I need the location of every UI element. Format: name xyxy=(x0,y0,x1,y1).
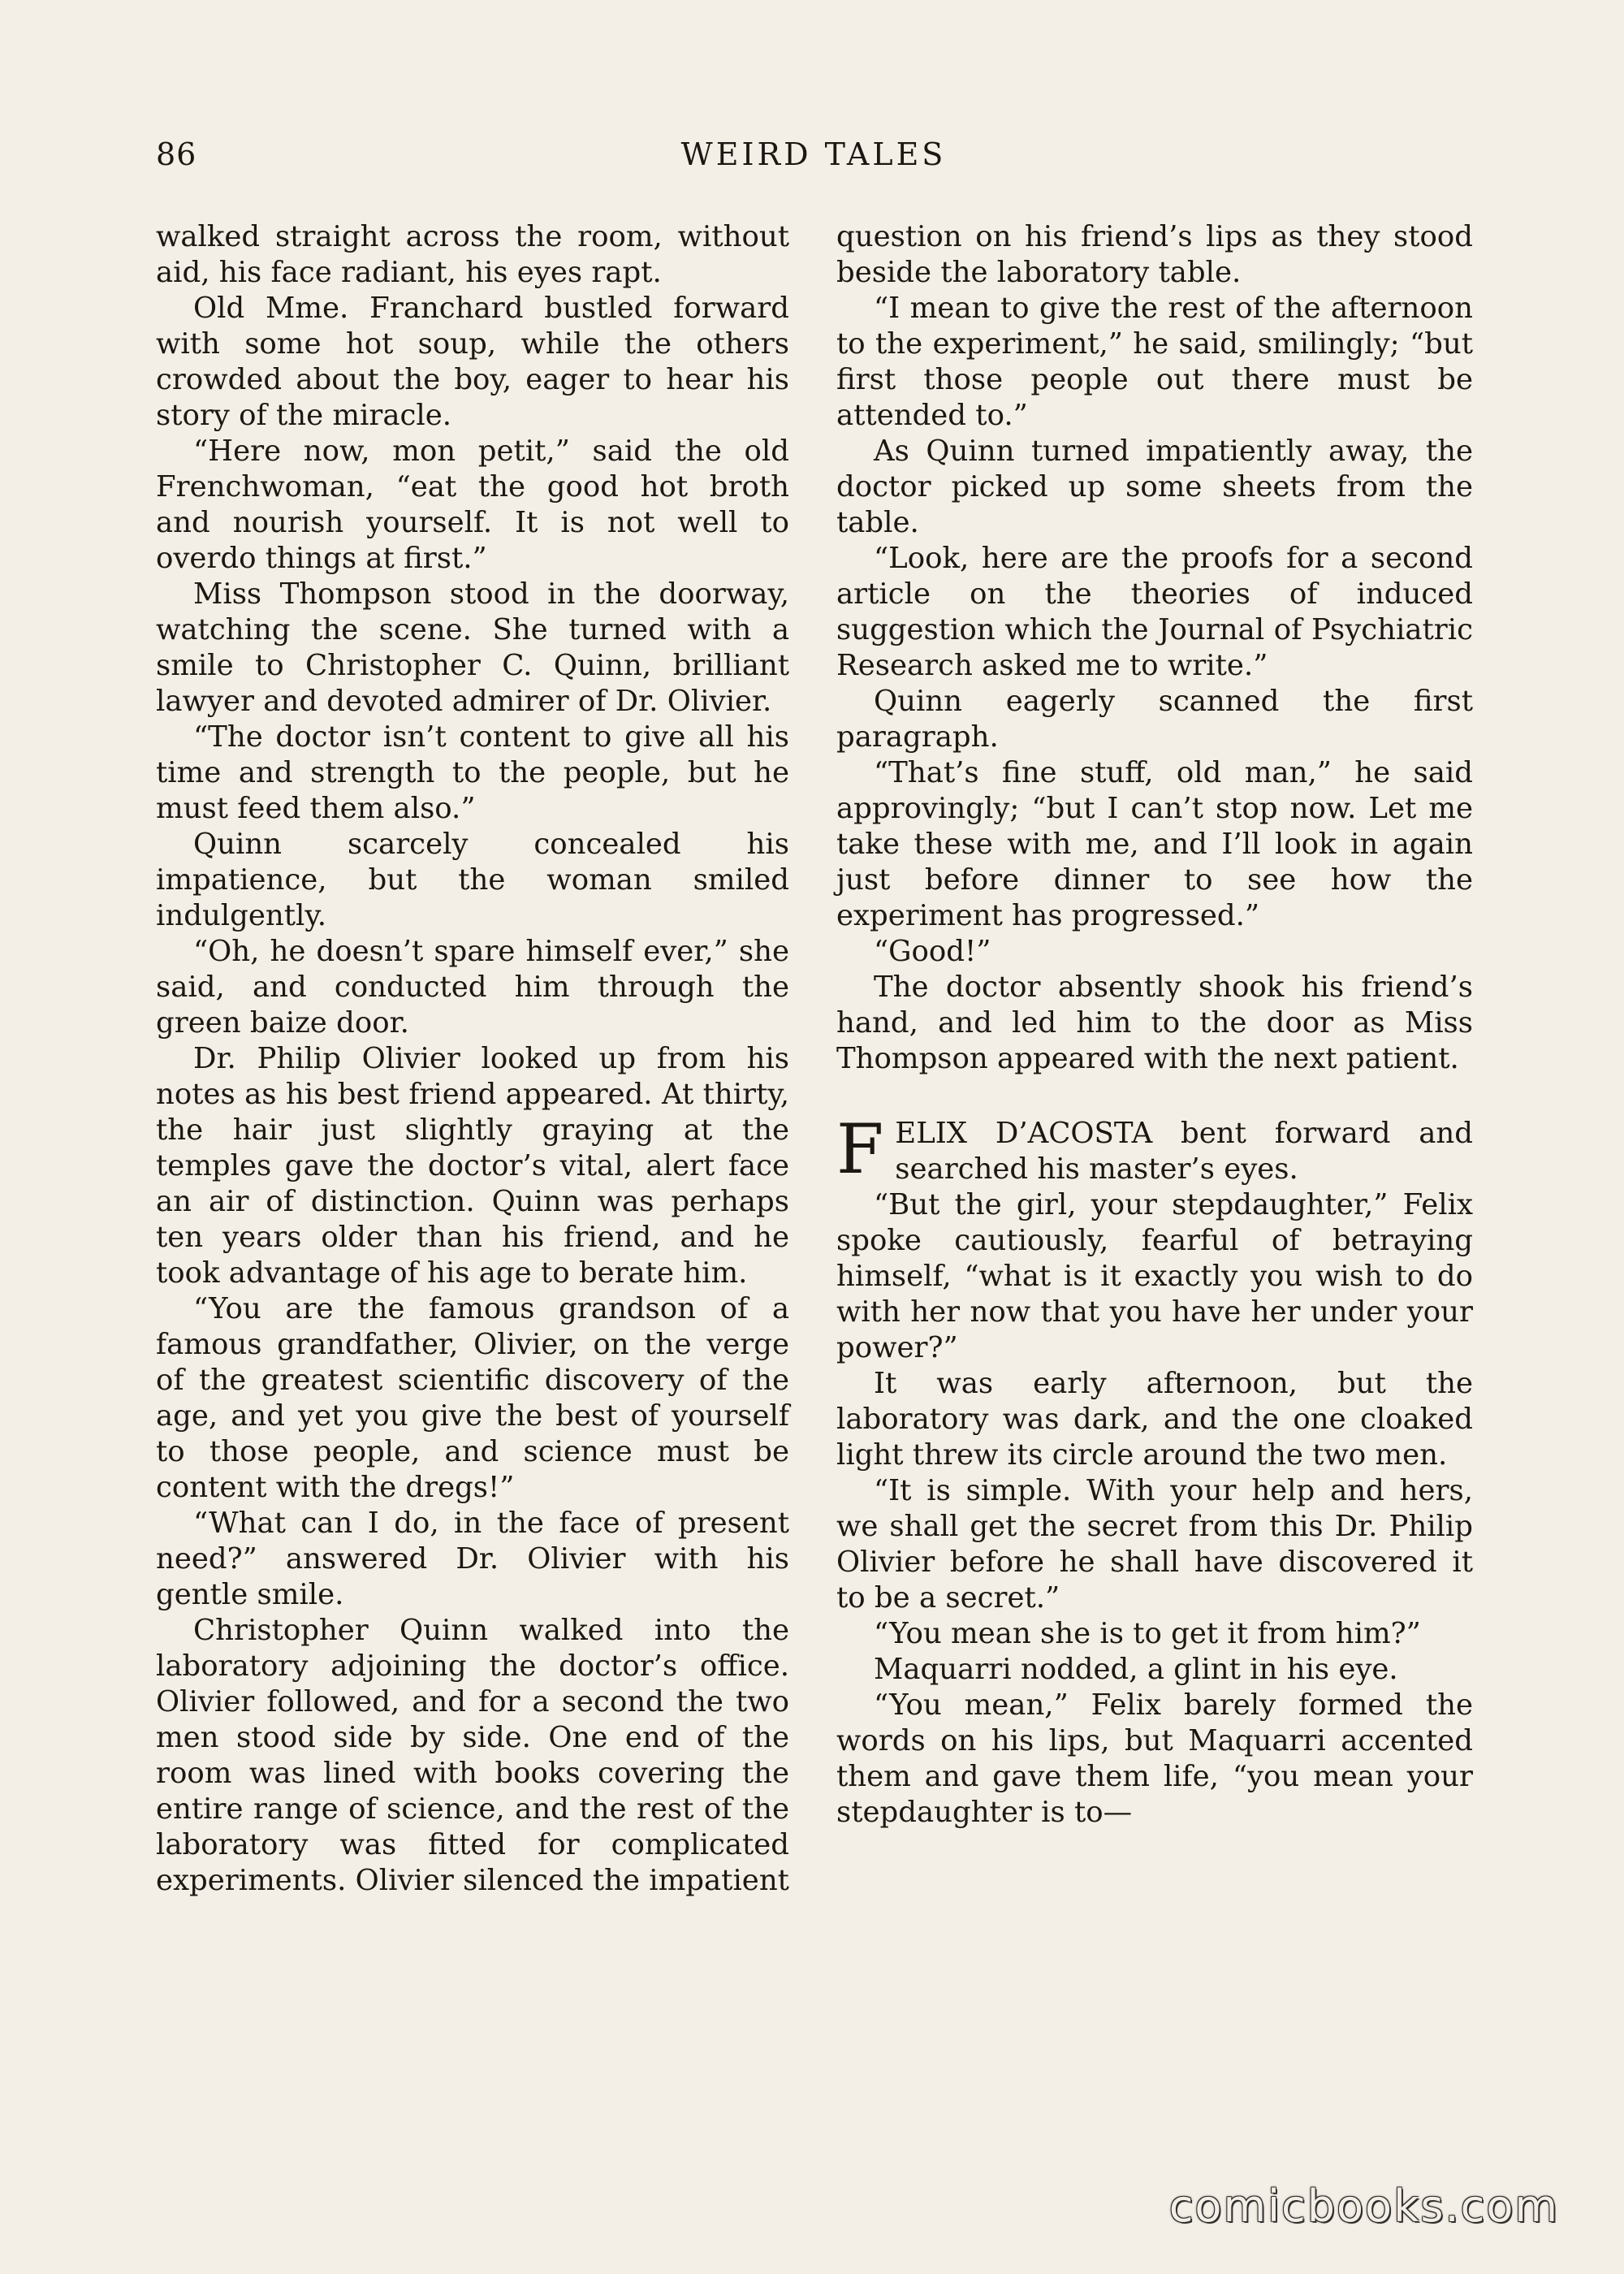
paragraph: Christopher Quinn walked into the laboratory adjoining the doctor’s office. Olivier followed, and for a second the two men stood side by side. One end of the room was lined with books covering the entire range of science, and the rest of the laboratory was fitted for complicated experiments. Olivier silenced the impatient xyxy=(156,1614,789,1897)
section-opening-text: ELIX D’ACOSTA bent forward and searched his master’s eyes. xyxy=(895,1117,1473,1186)
paragraph: “You mean,” Felix barely formed the words on his lips, but Maquarri accented them and gave them life, “you mean your stepdaughter is to— xyxy=(836,1688,1473,1829)
page-number: 86 xyxy=(156,136,197,172)
paragraph: Quinn scarcely concealed his impatience, but the woman smiled indulgently. xyxy=(156,828,789,932)
paragraph: Quinn eagerly scanned the first paragraph. xyxy=(836,685,1473,754)
paragraph: “I mean to give the rest of the afternoon to the experiment,” he said, smilingly; “but first those people out there must be attended to.” xyxy=(836,292,1473,432)
paragraph: walked straight across the room, without aid, his face radiant, his eyes rapt. xyxy=(156,220,789,289)
right-column xyxy=(836,219,1473,1831)
paragraph: “The doctor isn’t content to give all his time and strength to the people, but he must feed them also.” xyxy=(156,720,789,825)
paragraph: “Look, here are the proofs for a second article on the theories of induced suggestion which the Journal of Psychiatric Research asked me to write.” xyxy=(836,542,1473,682)
paragraph: Old Mme. Franchard bustled forward with some hot soup, while the others crowded about the boy, eager to hear his story of the miracle. xyxy=(156,292,789,432)
paragraph: question on his friend’s lips as they stood beside the laboratory table. xyxy=(836,220,1473,289)
paragraph: Dr. Philip Olivier looked up from his notes as his best friend appeared. At thirty, the hair just slightly graying at the temples gave the doctor’s vital, alert face an air of distinction. Quinn was perhaps ten years older than his friend, and he took advantage of his age to berate him. xyxy=(156,1042,789,1290)
paragraph: “Good!” xyxy=(874,935,991,968)
paragraph: “You are the famous grandson of a famous grandfather, Olivier, on the verge of the greatest scientific discovery of the age, and yet you give the best of yourself to those people, and science must be content with the dregs!” xyxy=(156,1292,789,1504)
running-title: WEIRD TALES xyxy=(680,136,947,172)
watermark: comicbooks.com xyxy=(1168,2181,1559,2232)
paragraph: “What can I do, in the face of present need?” answered Dr. Olivier with his gentle smile. xyxy=(156,1507,789,1611)
paragraph: It was early afternoon, but the laboratory was dark, and the one cloaked light threw its circle around the two men. xyxy=(836,1367,1473,1472)
page-header xyxy=(156,136,1471,185)
paragraph: As Quinn turned impatiently away, the doctor picked up some sheets from the table. xyxy=(836,434,1473,539)
section-opening xyxy=(836,1109,1473,1189)
paragraph: “Here now, mon petit,” said the old Frenchwoman, “eat the good hot broth and nourish yourself. It is not well to overdo things at first.” xyxy=(156,434,789,575)
left-column xyxy=(156,219,789,1899)
paragraph: Maquarri nodded, a glint in his eye. xyxy=(874,1653,1398,1686)
paragraph: “Oh, he doesn’t spare himself ever,” she said, and conducted him through the green baize door. xyxy=(156,935,789,1040)
paragraph: “But the girl, your stepdaughter,” Felix spoke cautiously, fearful of betraying himself, “what is it exactly you wish to do with her now that you have her under your power?” xyxy=(836,1188,1473,1364)
paragraph: “It is simple. With your help and hers, we shall get the secret from this Dr. Philip Olivier before he shall have discovered it to be a secret.” xyxy=(836,1474,1473,1615)
paragraph: “You mean she is to get it from him?” xyxy=(874,1617,1421,1650)
paragraph: The doctor absently shook his friend’s hand, and led him to the door as Miss Thompson appeared with the next patient. xyxy=(836,971,1473,1075)
paragraph: “That’s fine stuff, old man,” he said approvingly; “but I can’t stop now. Let me take these with me, and I’ll look in again just before dinner to see how the experiment has progressed.” xyxy=(836,756,1473,932)
paragraph: Miss Thompson stood in the doorway, watching the scene. She turned with a smile to Christopher C. Quinn, brilliant lawyer and devoted admirer of Dr. Olivier. xyxy=(156,577,789,718)
drop-cap: F xyxy=(836,1109,884,1189)
